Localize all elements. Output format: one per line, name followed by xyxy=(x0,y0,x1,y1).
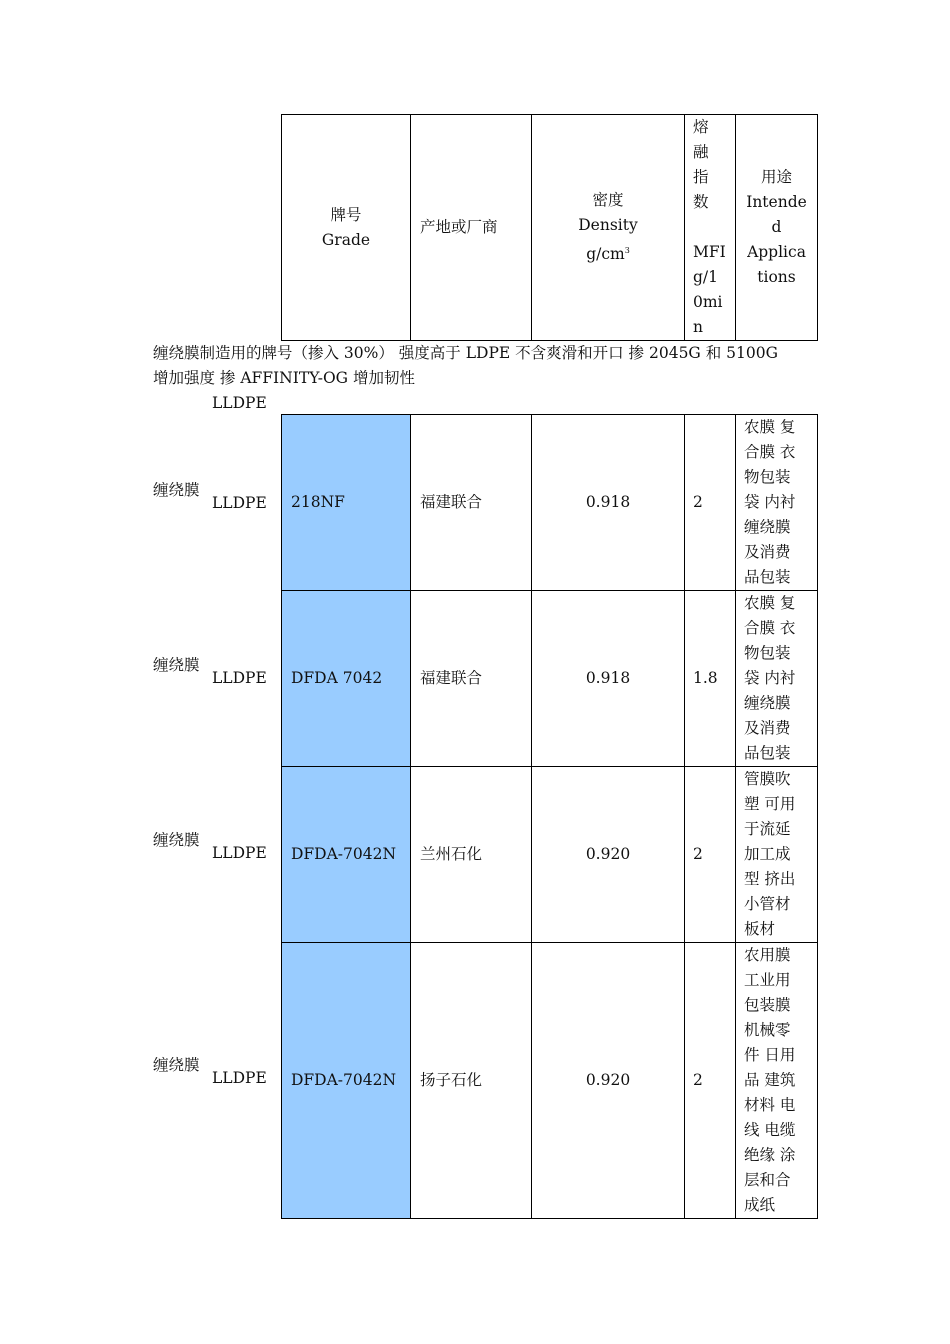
header-mfi-en: g/1 xyxy=(693,268,719,286)
row-category: 缠绕膜 xyxy=(153,656,200,674)
use-line: 成纸 xyxy=(744,1196,776,1214)
header-mfi-en: 0mi xyxy=(693,293,723,311)
header-table xyxy=(281,114,818,341)
use-line: 板材 xyxy=(744,920,776,938)
header-mfi-cn: 指 xyxy=(693,168,709,186)
use-cell xyxy=(736,591,818,767)
header-grade-cn: 牌号 xyxy=(330,205,362,224)
header-use xyxy=(736,115,818,341)
use-line: 农用膜 xyxy=(744,946,791,964)
use-line: 型 挤出 xyxy=(744,870,796,888)
density-cell: 0.918 xyxy=(532,415,685,591)
row-category: 缠绕膜 xyxy=(153,481,200,499)
use-line: 工业用 xyxy=(744,971,791,989)
header-use-en: tions xyxy=(757,268,796,286)
header-use-cn: 用途 xyxy=(760,168,792,186)
use-line: 品 建筑 xyxy=(744,1071,796,1089)
use-line: 小管材 xyxy=(744,895,791,913)
note-line-1: 缠绕膜制造用的牌号（掺入 30%） 强度高于 LDPE 不含爽滑和开口 掺 2045G 和 5100G xyxy=(153,344,778,362)
header-origin: 产地或厂商 xyxy=(411,115,532,341)
row-category: 缠绕膜 xyxy=(153,831,200,849)
header-row xyxy=(282,115,818,341)
row-category: 缠绕膜 xyxy=(153,1056,200,1074)
table-row xyxy=(282,415,818,591)
use-line: 于流延 xyxy=(744,820,791,838)
table-row xyxy=(282,943,818,1219)
header-use-en: d xyxy=(771,218,782,236)
header-density-sup: 3 xyxy=(624,245,630,255)
use-line: 管膜吹 xyxy=(744,770,791,788)
use-line: 合膜 衣 xyxy=(744,619,796,637)
header-density-en: Density xyxy=(578,215,638,234)
header-use-en: Applica xyxy=(747,243,806,261)
origin-cell: 福建联合 xyxy=(411,591,532,767)
density-cell: 0.918 xyxy=(532,591,685,767)
use-line: 层和合 xyxy=(744,1171,791,1189)
table-row xyxy=(282,591,818,767)
use-line: 缠绕膜 xyxy=(744,694,791,712)
use-line: 绝缘 涂 xyxy=(744,1146,796,1164)
use-line: 农膜 复 xyxy=(744,594,796,612)
use-line: 袋 内衬 xyxy=(744,669,796,687)
density-cell: 0.920 xyxy=(532,943,685,1219)
header-mfi-cn: 融 xyxy=(693,143,709,161)
use-line: 品包装 xyxy=(744,568,791,586)
use-line: 农膜 复 xyxy=(744,418,796,436)
header-mfi-cn: 数 xyxy=(693,193,709,211)
use-line: 袋 内衬 xyxy=(744,493,796,511)
origin-cell: 福建联合 xyxy=(411,415,532,591)
mfi-cell: 2 xyxy=(685,415,736,591)
grade-cell: 218NF xyxy=(282,415,411,591)
use-line: 品包装 xyxy=(744,744,791,762)
use-line: 物包装 xyxy=(744,468,791,486)
table-row xyxy=(282,767,818,943)
header-mfi-cn: 熔 xyxy=(693,118,709,136)
use-line: 及消费 xyxy=(744,719,791,737)
note-lldpe-label: LLDPE xyxy=(212,394,267,412)
use-line: 缠绕膜 xyxy=(744,518,791,536)
mfi-cell: 1.8 xyxy=(685,591,736,767)
use-line: 包装膜 xyxy=(744,996,791,1014)
origin-cell: 扬子石化 xyxy=(411,943,532,1219)
use-line: 加工成 xyxy=(744,845,791,863)
header-mfi xyxy=(685,115,736,341)
use-line: 线 电缆 xyxy=(744,1121,796,1139)
header-mfi-en: n xyxy=(693,318,703,336)
row-type: LLDPE xyxy=(212,844,267,862)
grade-cell: DFDA 7042 xyxy=(282,591,411,767)
use-line: 件 日用 xyxy=(744,1046,796,1064)
header-grade xyxy=(282,115,411,341)
use-line: 塑 可用 xyxy=(744,795,796,813)
density-cell: 0.920 xyxy=(532,767,685,943)
use-cell xyxy=(736,415,818,591)
use-line: 机械零 xyxy=(744,1021,791,1039)
mfi-cell: 2 xyxy=(685,943,736,1219)
row-type: LLDPE xyxy=(212,494,267,512)
grade-cell: DFDA-7042N xyxy=(282,943,411,1219)
data-table xyxy=(281,414,818,1219)
use-line: 合膜 衣 xyxy=(744,443,796,461)
mfi-cell: 2 xyxy=(685,767,736,943)
header-use-en: Intende xyxy=(746,193,807,211)
header-density-unit xyxy=(532,238,684,267)
row-type: LLDPE xyxy=(212,669,267,687)
header-mfi-en: MFI xyxy=(693,243,726,261)
use-line: 材料 电 xyxy=(744,1096,796,1114)
origin-cell: 兰州石化 xyxy=(411,767,532,943)
use-cell xyxy=(736,943,818,1219)
header-density xyxy=(532,115,685,341)
header-density-cn: 密度 xyxy=(592,190,624,209)
header-grade-en: Grade xyxy=(321,230,371,249)
use-line: 及消费 xyxy=(744,543,791,561)
note-line-2: 增加强度 掺 AFFINITY-OG 增加韧性 xyxy=(153,369,415,387)
grade-cell: DFDA-7042N xyxy=(282,767,411,943)
use-line: 物包装 xyxy=(744,644,791,662)
use-cell xyxy=(736,767,818,943)
header-density-unit-text: g/cm xyxy=(586,245,625,264)
row-type: LLDPE xyxy=(212,1069,267,1087)
